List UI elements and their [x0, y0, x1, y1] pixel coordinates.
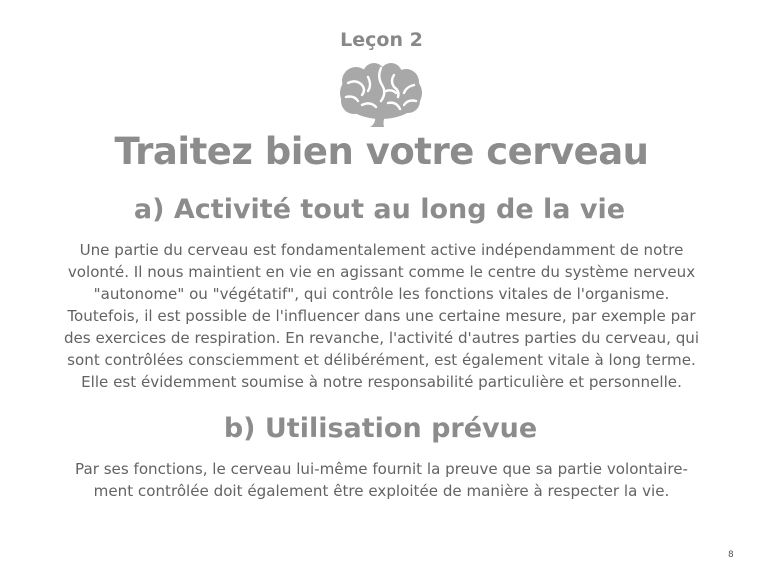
page-number: 8	[728, 550, 734, 560]
paragraph-line: sont contrôlées consciemment et délibérément, est également vitale à long terme.	[67, 351, 696, 369]
paragraph-line: Par ses fonctions, le cerveau lui-même fournit la preuve que sa partie volontaire-	[75, 460, 688, 478]
brain-icon	[338, 63, 424, 127]
paragraph-line: Elle est évidemment soumise à notre responsabilité particulière et personnelle.	[81, 373, 682, 391]
section-a-heading: a) Activité tout au long de la vie	[133, 194, 626, 225]
paragraph-line: ment contrôlée doit également être exploitée de manière à respecter la vie.	[93, 482, 670, 500]
section-a-paragraph	[40, 239, 723, 393]
paragraph-line: volonté. Il nous maintient en vie en agissant comme le centre du système nerveux	[67, 263, 696, 281]
lesson-label: Leçon 2	[340, 29, 423, 51]
paragraph-line: des exercices de respiration. En revanche, l'activité d'autres parties du cerveau, qui	[63, 329, 700, 347]
section-b-heading: b) Utilisation prévue	[223, 413, 538, 444]
page-title: Traitez bien votre cerveau	[114, 130, 649, 173]
paragraph-line: Une partie du cerveau est fondamentalement active indépendamment de notre	[79, 241, 684, 259]
section-b-paragraph	[40, 458, 723, 502]
paragraph-line: "autonome" ou "végétatif", qui contrôle les fonctions vitales de l'organisme.	[93, 285, 670, 303]
paragraph-line: Toutefois, il est possible de l'influencer dans une certaine mesure, par exemple par	[67, 307, 696, 325]
